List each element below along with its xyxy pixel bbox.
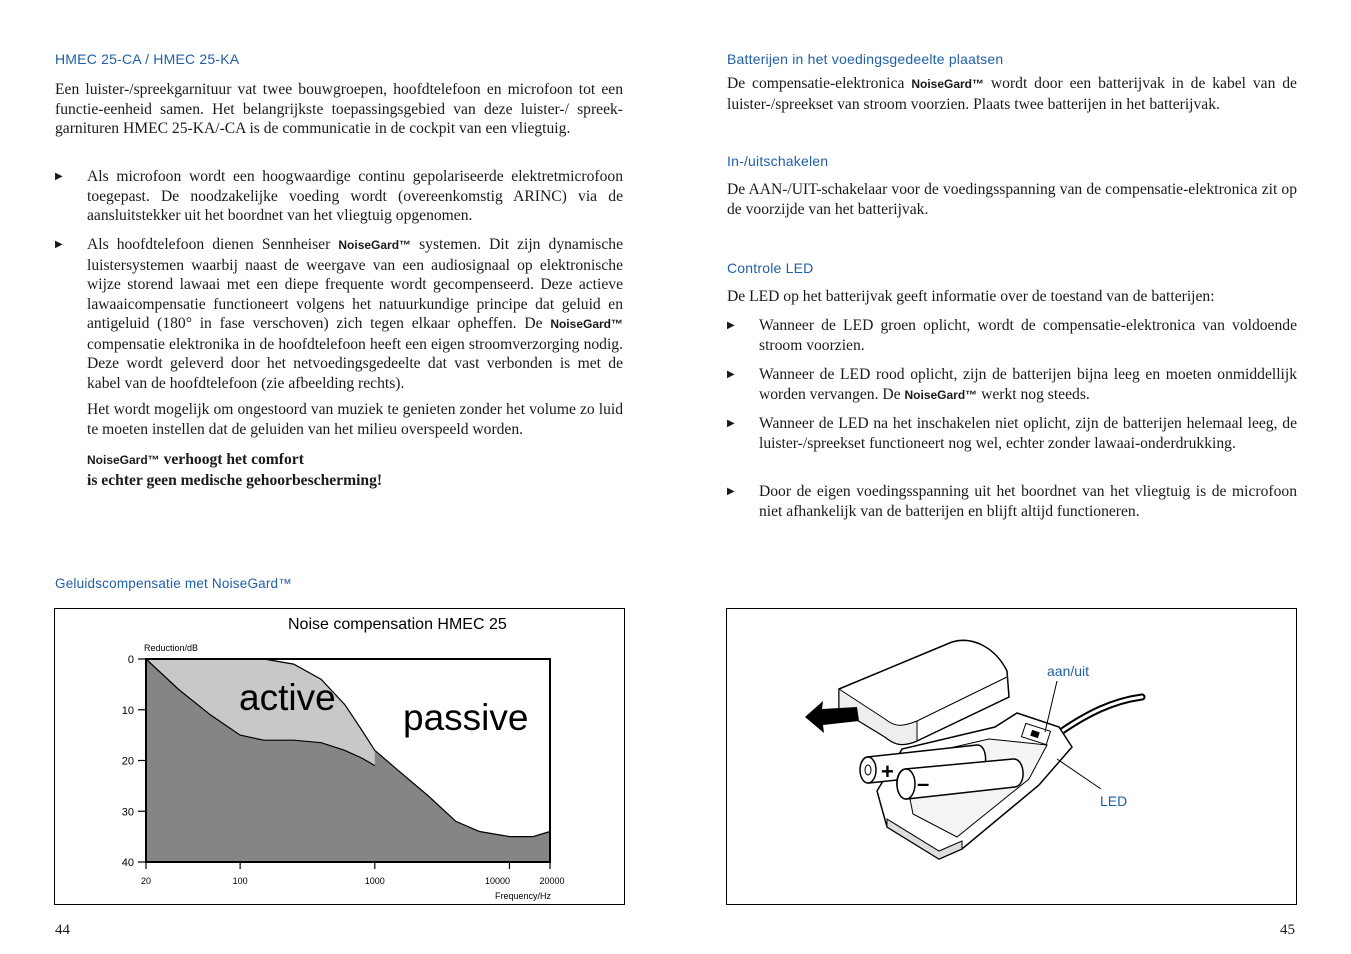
bullet-led-off-text: Wanneer de LED na het inschakelen niet oplicht, zijn de batterijen helemaal leeg, de luister-/spreekset functioneert nog wel, echter zonder lawaai-onderdrukking.: [759, 415, 1297, 452]
region-label-passive: passive: [403, 697, 529, 738]
noisegard-brand: NoiseGard™: [904, 387, 978, 402]
noisegard-brand: NoiseGard™: [550, 317, 623, 331]
x-tick-label: 100: [232, 876, 248, 886]
chart-frame: [54, 608, 625, 905]
music-paragraph: Het wordt mogelijk om ongestoord van muziek te genieten zonder het volume zo luid te moeten instellen dat de geluiden van het milieu overspeeld worden.: [87, 401, 623, 438]
text-fragment: wordt door een batterijvak in de kabel van de luister-/spreekset van stroom voorzien. Plaats twee batterijen in het batterijvak.: [727, 75, 1297, 113]
section-heading-batteries: Batterijen in het voedingsgedeelte plaatsen: [727, 51, 1004, 67]
x-tick-label: 20000: [539, 876, 565, 886]
text-fragment: De compensatie-elektronica: [727, 75, 905, 92]
noisegard-brand: NoiseGard™: [87, 453, 160, 467]
chart-y-axis-label: Reduction/dB: [144, 643, 199, 653]
bullet-led-red: [727, 365, 1297, 405]
bullet-microphone-text: Als microfoon wordt een hoogwaardige continu gepolariseerde elektretmicrofoon toegepast. De noodzakelijke voeding wordt (overeenkomstig ARINC) via de aansluitstekker uit het boordnet van het vliegtuig opgenomen.: [87, 168, 623, 224]
bullet-arrow-icon: ▶: [727, 369, 735, 380]
figure-heading-chart: Geluidscompensatie met NoiseGard™: [55, 576, 292, 591]
minus-sign: –: [917, 771, 930, 796]
bullet-arrow-icon: ▶: [727, 320, 735, 331]
region-label-active: active: [239, 677, 336, 718]
onoff-paragraph: De AAN-/UIT-schakelaar voor de voedingsspanning van de compensatie-elektronica zit op de voorzijde van het batterijvak.: [727, 181, 1297, 218]
battery-compartment-illustration: [727, 609, 1296, 904]
bullet-led-green-text: Wanneer de LED groen oplicht, wordt de compensatie-elektronica van voldoende stroom voorzien.: [759, 317, 1297, 354]
chart-x-axis-label: Frequency/Hz: [495, 891, 552, 901]
y-tick-label: 40: [121, 857, 134, 869]
label-led: LED: [1100, 793, 1128, 809]
intro-paragraph: Een luister-/spreekgarnituur vat twee bouwgroepen, hoofdtelefoon en microfoon tot een functie-eenheid samen. Het belangrijkste toepassingsgebied van deze luister-/ spreek-garnituren HMEC 25-KA/-CA is de communicatie in de cockpit van een vliegtuig.: [55, 81, 623, 137]
bullet-arrow-icon: ▶: [55, 171, 63, 182]
plus-sign: +: [881, 759, 894, 784]
text-fragment: Wanneer de LED rood oplicht, zijn de batterijen bijna leeg en moeten onmiddellijk worden vervangen. De: [759, 366, 1297, 403]
warning-note: [87, 450, 382, 490]
bullet-led-off: [727, 414, 1297, 453]
bullet-led-red-text: [759, 365, 1297, 405]
section-heading-led: Controle LED: [727, 260, 814, 276]
noisegard-brand: NoiseGard™: [338, 238, 412, 252]
section-heading-hmec: HMEC 25-CA / HMEC 25-KA: [55, 51, 240, 67]
batteries-paragraph: [727, 74, 1297, 114]
noise-compensation-chart: [55, 609, 624, 904]
text-fragment: Als hoofdtelefoon dienen Sennheiser: [87, 236, 331, 253]
page-number-right: 45: [1280, 922, 1295, 938]
text-fragment: compensatie elektronika in de hoofdtelefoon heeft een eigen stroomverzorging nodig. Deze wordt geleverd door het netvoedingsgedeelte dat vast verbonden is met de kabel van de hoofdtelefoon (zie afbeelding rechts).: [87, 335, 623, 392]
bullet-microphone-power-text: Door de eigen voedingsspanning uit het boordnet van het vliegtuig is de microfoon niet afhankelijk van de batterijen en blijft altijd functioneren.: [759, 483, 1297, 520]
y-tick-label: 0: [127, 654, 134, 666]
led-callout-line: [1057, 759, 1101, 789]
text-fragment: systemen. Dit zijn dynamische luistersystemen waarbij naast de weergave van een audiosignaal op elektronische wijze storend lawaai met een diepe frequente wordt gecompenseerd. Deze actieve lawaaicompensatie functioneert volgens het natuurkundige principe dat geluid en antigeluid (180° in fase verschoven) zich tegen elkaar opheffen. De: [87, 236, 623, 332]
x-tick-label: 1000: [364, 876, 385, 886]
section-heading-onoff: In-/uitschakelen: [727, 153, 829, 169]
battery-lid-shape: [839, 640, 1009, 744]
warning-line-2: is echter geen medische gehoorbescherming!: [87, 471, 383, 489]
x-tick-label: 10000: [484, 876, 510, 886]
page-number-left: 44: [55, 922, 70, 938]
y-tick-label: 10: [121, 704, 134, 717]
bullet-microphone-power: [727, 482, 1297, 521]
noisegard-brand: NoiseGard™: [911, 77, 985, 91]
bullet-microphone: [55, 167, 623, 226]
y-tick-label: 20: [121, 755, 134, 768]
bullet-arrow-icon: ▶: [727, 418, 735, 429]
bullet-arrow-icon: ▶: [727, 486, 735, 497]
battery-figure-frame: [726, 608, 1297, 905]
bullet-led-green: [727, 316, 1297, 355]
led-intro-paragraph: De LED op het batterijvak geeft informatie over de toestand van de batterijen:: [727, 288, 1215, 305]
label-switch: aan/uit: [1047, 663, 1090, 679]
cable-shape: [1062, 697, 1142, 731]
x-tick-label: 20: [140, 876, 152, 886]
text-fragment: werkt nog steeds.: [981, 385, 1090, 403]
warning-line-1: verhoogt het comfort: [163, 451, 304, 468]
y-tick-label: 30: [121, 806, 134, 819]
chart-title: Noise compensation HMEC 25: [288, 616, 507, 633]
bullet-headphone-text: [87, 235, 623, 393]
bullet-arrow-icon: ▶: [55, 239, 63, 250]
bullet-headphone: [55, 235, 623, 393]
